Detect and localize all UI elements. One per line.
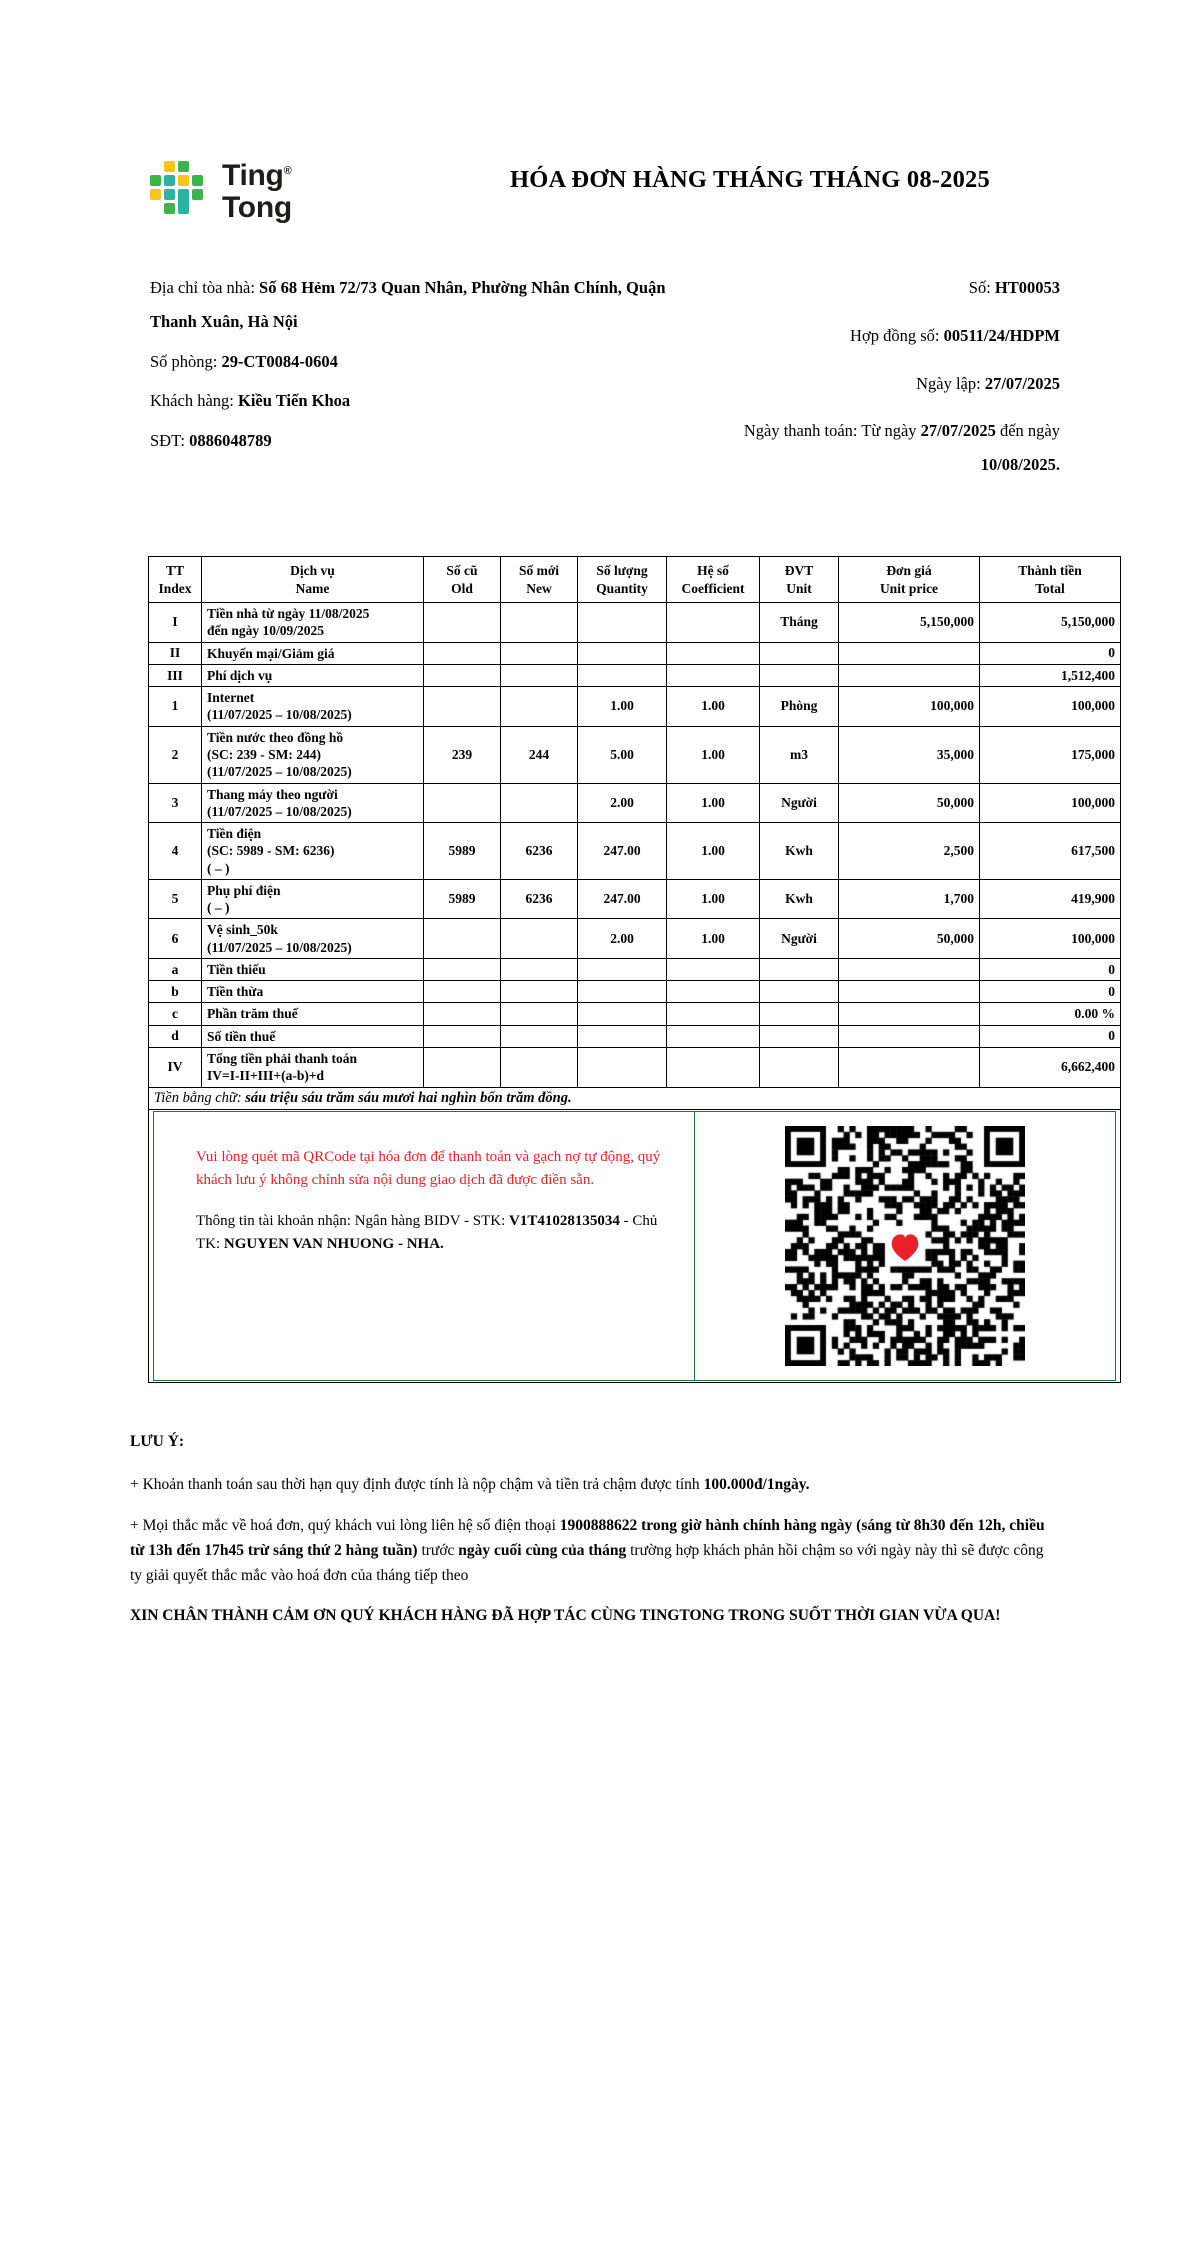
row-name-line1: Tiền nước theo đồng hồ: [207, 729, 344, 745]
row-name-line2: (SC: 239 - SM: 244): [207, 747, 321, 763]
row-name: [202, 1025, 424, 1047]
note-late-payment-fee: 100.000đ/1ngày.: [703, 1475, 810, 1493]
meta-issue-date-value: 27/07/2025: [984, 373, 1060, 393]
row-coefficient: [667, 642, 760, 664]
row-index: b: [149, 981, 202, 1003]
th-name-l1: Dịch vụ: [290, 563, 335, 579]
brand-name-line1: Ting: [222, 159, 284, 192]
row-unit-price: 2,500: [839, 823, 980, 880]
brand-name: [222, 160, 292, 223]
amount-in-words-value: sáu triệu sáu trăm sáu mươi hai nghìn bốn trăm đồng.: [245, 1089, 572, 1106]
row-name: [202, 687, 424, 727]
meta-invoice-number: [670, 271, 1060, 305]
row-name: [202, 919, 424, 959]
note-support-c: trước: [417, 1541, 459, 1559]
row-name-line1: Thang máy theo người: [207, 786, 338, 802]
row-unit-price: 100,000: [839, 687, 980, 727]
table-row: [149, 603, 1121, 643]
row-name: [202, 1003, 424, 1025]
row-coefficient: [667, 1003, 760, 1025]
th-quantity-l2: Quantity: [596, 580, 648, 596]
payment-panel: [149, 1109, 1121, 1382]
table-row: [149, 958, 1121, 980]
row-unit-price: [839, 642, 980, 664]
row-quantity: 247.00: [578, 879, 667, 919]
row-index: III: [149, 664, 202, 686]
row-name-line1: Phụ phí điện: [207, 882, 281, 898]
row-name-line1: Tiền thiếu: [207, 961, 266, 977]
table-row: [149, 1048, 1121, 1088]
row-name: [202, 879, 424, 919]
tingtong-logo-icon: [150, 161, 212, 223]
row-name-line3: (11/07/2025 – 10/08/2025): [207, 764, 352, 780]
row-unit-price: 1,700: [839, 879, 980, 919]
row-name-line2: đến ngày 10/09/2025: [207, 623, 325, 639]
row-old: [424, 642, 501, 664]
row-new: [501, 783, 578, 823]
row-coefficient: [667, 981, 760, 1003]
document-header: [0, 0, 1200, 223]
row-name-line2: (11/07/2025 – 10/08/2025): [207, 803, 352, 819]
row-coefficient: [667, 1025, 760, 1047]
row-coefficient: [667, 1048, 760, 1088]
row-unit: m3: [760, 726, 839, 783]
row-quantity: [578, 1025, 667, 1047]
invoice-meta-left: [150, 271, 670, 496]
row-coefficient: [667, 664, 760, 686]
table-row: [149, 664, 1121, 686]
row-new: 6236: [501, 823, 578, 880]
th-coefficient-l1: Hệ số: [697, 563, 729, 579]
row-index: IV: [149, 1048, 202, 1088]
row-unit-price: 5,150,000: [839, 603, 980, 643]
row-total: 5,150,000: [980, 603, 1121, 643]
qr-panel: [694, 1112, 1115, 1380]
row-unit-price: [839, 981, 980, 1003]
row-name-line3: ( – ): [207, 860, 230, 876]
row-name-line1: Tổng tiền phải thanh toán: [207, 1051, 358, 1066]
meta-issue-date: [670, 367, 1060, 401]
row-coefficient: 1.00: [667, 919, 760, 959]
meta-customer-value: Kiều Tiến Khoa: [237, 391, 351, 411]
row-old: [424, 958, 501, 980]
row-name: [202, 823, 424, 880]
row-new: 6236: [501, 879, 578, 919]
row-unit: Kwh: [760, 823, 839, 880]
row-total: 100,000: [980, 919, 1121, 959]
row-unit-price: [839, 958, 980, 980]
row-unit: [760, 981, 839, 1003]
row-total: 0.00 %: [980, 1003, 1121, 1025]
row-total: 617,500: [980, 823, 1121, 880]
row-new: [501, 642, 578, 664]
row-unit: Phòng: [760, 687, 839, 727]
row-new: [501, 958, 578, 980]
row-coefficient: 1.00: [667, 879, 760, 919]
qr-code-icon[interactable]: [785, 1126, 1025, 1366]
row-unit-price: [839, 1048, 980, 1088]
row-name-line1: Internet: [207, 690, 255, 706]
row-unit: [760, 664, 839, 686]
payment-info: [154, 1112, 694, 1380]
th-old-l2: Old: [451, 580, 473, 596]
row-total: 1,512,400: [980, 664, 1121, 686]
row-index: 3: [149, 783, 202, 823]
row-name-line1: Phí dịch vụ: [207, 667, 273, 683]
row-unit: [760, 1003, 839, 1025]
th-quantity-l1: Số lượng: [596, 563, 648, 579]
row-old: [424, 1003, 501, 1025]
row-quantity: [578, 958, 667, 980]
invoice-table-wrap: [0, 496, 1200, 1382]
footer-notes: [0, 1383, 1200, 1628]
meta-customer-label: Khách hàng:: [150, 391, 234, 411]
note-support-hotline: 1900888622 trong giờ hành chính hàng ngày (sáng từ 8h30 đến 12h, chiều từ 13h đến 17h45 trừ sáng thứ 2 hàng tuần): [130, 1516, 1045, 1559]
row-new: [501, 1025, 578, 1047]
heart-icon: [885, 1226, 925, 1266]
row-old: [424, 783, 501, 823]
row-quantity: 2.00: [578, 783, 667, 823]
table-row: [149, 1003, 1121, 1025]
table-row: [149, 823, 1121, 880]
th-index-l2: Index: [158, 580, 192, 596]
bank-account-owner: NGUYEN VAN NHUONG - NHA.: [223, 1236, 444, 1253]
row-name: [202, 603, 424, 643]
invoice-table: [148, 556, 1121, 1382]
row-quantity: 2.00: [578, 919, 667, 959]
invoice-meta: [0, 223, 1200, 496]
row-unit-price: [839, 1025, 980, 1047]
table-row: [149, 1025, 1121, 1047]
meta-building-address: [150, 271, 670, 339]
row-old: [424, 919, 501, 959]
row-index: 6: [149, 919, 202, 959]
bank-account-prefix: Thông tin tài khoản nhận: Ngân hàng BIDV - STK:: [196, 1213, 510, 1230]
row-new: [501, 687, 578, 727]
meta-invoice-number-label: Số:: [968, 278, 991, 297]
meta-room-number-value: 29-CT0084-0604: [221, 351, 338, 371]
row-unit: Người: [760, 783, 839, 823]
th-new-l1: Số mới: [518, 563, 560, 579]
th-name-l2: Name: [295, 580, 330, 596]
page-title: HÓA ĐƠN HÀNG THÁNG THÁNG 08-2025: [510, 166, 990, 193]
row-unit-price: [839, 1003, 980, 1025]
row-new: [501, 919, 578, 959]
th-quantity: [578, 557, 667, 603]
row-index: d: [149, 1025, 202, 1047]
th-total-l1: Thành tiền: [1018, 563, 1082, 579]
row-index: 5: [149, 879, 202, 919]
row-quantity: [578, 981, 667, 1003]
meta-invoice-number-value: HT00053: [994, 278, 1060, 297]
row-old: [424, 664, 501, 686]
row-new: [501, 664, 578, 686]
th-unit-price-l2: Unit price: [879, 580, 939, 596]
row-unit: Người: [760, 919, 839, 959]
meta-phone-value: 0886048789: [189, 431, 272, 451]
row-name-line2: (11/07/2025 – 10/08/2025): [207, 707, 352, 723]
row-new: 244: [501, 726, 578, 783]
row-name-line1: Khuyến mại/Giảm giá: [207, 645, 335, 661]
row-coefficient: 1.00: [667, 687, 760, 727]
row-quantity: [578, 642, 667, 664]
bank-account-info: [196, 1210, 674, 1257]
invoice-meta-right: [670, 271, 1060, 496]
registered-mark: ®: [283, 165, 292, 177]
row-coefficient: 1.00: [667, 823, 760, 880]
row-coefficient: 1.00: [667, 726, 760, 783]
row-name-line1: Số tiền thuế: [207, 1028, 276, 1044]
row-old: [424, 1025, 501, 1047]
table-row: [149, 726, 1121, 783]
th-index-l1: TT: [165, 563, 184, 579]
row-name: [202, 726, 424, 783]
row-name: [202, 958, 424, 980]
row-unit: Kwh: [760, 879, 839, 919]
row-unit-price: 35,000: [839, 726, 980, 783]
row-name-line1: Phần trăm thuế: [207, 1006, 298, 1022]
row-quantity: [578, 664, 667, 686]
note-support: [130, 1513, 1050, 1588]
row-old: 239: [424, 726, 501, 783]
th-coefficient: [667, 557, 760, 603]
meta-customer: [150, 384, 670, 418]
row-name-line1: Tiền điện: [207, 826, 262, 842]
row-total: 6,662,400: [980, 1048, 1121, 1088]
row-total: 419,900: [980, 879, 1121, 919]
meta-phone: [150, 424, 670, 458]
table-row: [149, 879, 1121, 919]
row-name-line1: Vệ sinh_50k: [207, 922, 278, 938]
th-name: [202, 557, 424, 603]
th-unit-price-l1: Đơn giá: [886, 563, 932, 579]
row-new: [501, 603, 578, 643]
table-row: [149, 919, 1121, 959]
row-name-line1: Tiền nhà từ ngày 11/08/2025: [207, 606, 370, 622]
row-index: 2: [149, 726, 202, 783]
th-coefficient-l2: Coefficient: [681, 580, 745, 596]
note-support-deadline: ngày cuối cùng của tháng: [458, 1541, 627, 1559]
thank-you-message: XIN CHÂN THÀNH CẢM ƠN QUÝ KHÁCH HÀNG ĐÃ HỢP TÁC CÙNG TINGTONG TRONG SUỐT THỜI GIAN VỪA QUA!: [130, 1607, 1001, 1625]
meta-room-number: [150, 345, 670, 379]
row-name-line1: Tiền thừa: [207, 984, 264, 1000]
th-unit-l2: Unit: [786, 580, 812, 596]
note-support-e: trường hợp khách phản hồi chậm so với ngày này thì sẽ được công ty giải quyết thắc mắc vào hoá đơn của tháng tiếp theo: [130, 1541, 1044, 1584]
row-name-line2: (SC: 5989 - SM: 6236): [207, 843, 335, 859]
row-name: [202, 981, 424, 1003]
note-late-payment-text: + Khoản thanh toán sau thời hạn quy định được tính là nộp chậm và tiền trả chậm được tính: [130, 1475, 704, 1493]
row-unit: [760, 642, 839, 664]
meta-payment-period-label: Ngày thanh toán:: [743, 421, 858, 441]
row-quantity: [578, 603, 667, 643]
meta-contract-number-label: Hợp đồng số:: [850, 325, 940, 345]
invoice-table-body: [149, 603, 1121, 1382]
row-name: [202, 642, 424, 664]
row-quantity: 1.00: [578, 687, 667, 727]
amount-in-words-label: Tiền bằng chữ:: [154, 1089, 242, 1106]
row-index: I: [149, 603, 202, 643]
row-new: [501, 1003, 578, 1025]
table-row: [149, 981, 1121, 1003]
note-support-a: + Mọi thắc mắc về hoá đơn, quý khách vui lòng liên hệ số điện thoại: [130, 1516, 560, 1534]
payment-panel-row: [149, 1109, 1121, 1382]
th-old: [424, 557, 501, 603]
row-old: 5989: [424, 823, 501, 880]
meta-building-address-value: Số 68 Hẻm 72/73 Quan Nhân, Phường Nhân Chính, Quận Thanh Xuân, Hà Nội: [150, 278, 666, 331]
meta-contract-number: [670, 319, 1060, 353]
bank-account-number: V1T41028135034: [509, 1213, 620, 1230]
th-new-l2: New: [526, 580, 552, 596]
row-index: II: [149, 642, 202, 664]
row-quantity: [578, 1003, 667, 1025]
row-coefficient: [667, 603, 760, 643]
bank-account-mid: - Chủ TK:: [196, 1213, 658, 1253]
meta-room-number-label: Số phòng:: [150, 351, 218, 371]
meta-phone-label: SĐT:: [150, 431, 185, 451]
table-row: [149, 783, 1121, 823]
brand-logo: [150, 140, 380, 223]
row-old: [424, 687, 501, 727]
th-old-l1: Số cũ: [446, 563, 478, 579]
th-total: [980, 557, 1121, 603]
row-unit-price: [839, 664, 980, 686]
row-name: [202, 783, 424, 823]
meta-payment-period-value: Từ ngày 27/07/2025 đến ngày 10/08/2025.: [861, 421, 1060, 475]
row-index: c: [149, 1003, 202, 1025]
row-total: 0: [980, 958, 1121, 980]
row-total: 0: [980, 981, 1121, 1003]
meta-payment-period: [670, 414, 1060, 482]
row-unit-price: 50,000: [839, 783, 980, 823]
row-name-line2: IV=I-II+III+(a-b)+d: [207, 1068, 325, 1084]
row-unit-price: 50,000: [839, 919, 980, 959]
row-total: 100,000: [980, 687, 1121, 727]
row-old: 5989: [424, 879, 501, 919]
th-unit: [760, 557, 839, 603]
invoice-table-head: [149, 557, 1121, 603]
qr-instruction-note: Vui lòng quét mã QRCode tại hóa đơn để thanh toán và gạch nợ tự động, quý khách lưu ý không chỉnh sửa nội dung giao dịch đã được điền sẵn.: [196, 1148, 661, 1188]
meta-issue-date-label: Ngày lập:: [916, 373, 981, 393]
row-name-line2: ( – ): [207, 900, 230, 916]
row-quantity: 247.00: [578, 823, 667, 880]
row-old: [424, 981, 501, 1003]
row-name: [202, 664, 424, 686]
note-late-payment: [130, 1472, 1050, 1497]
brand-name-line2: Tong: [222, 190, 292, 224]
row-total: 175,000: [980, 726, 1121, 783]
row-unit: [760, 1025, 839, 1047]
row-index: 1: [149, 687, 202, 727]
table-row: [149, 642, 1121, 664]
th-unit-price: [839, 557, 980, 603]
row-name-line2: (11/07/2025 – 10/08/2025): [207, 939, 352, 955]
row-total: 0: [980, 1025, 1121, 1047]
row-index: a: [149, 958, 202, 980]
table-row: [149, 687, 1121, 727]
row-total: 100,000: [980, 783, 1121, 823]
row-coefficient: 1.00: [667, 783, 760, 823]
row-total: 0: [980, 642, 1121, 664]
row-quantity: [578, 1048, 667, 1088]
th-index: [149, 557, 202, 603]
th-unit-l1: ĐVT: [784, 563, 814, 579]
row-coefficient: [667, 958, 760, 980]
row-old: [424, 603, 501, 643]
row-unit: [760, 1048, 839, 1088]
table-header-row: [149, 557, 1121, 603]
amount-in-words-row: [149, 1087, 1121, 1109]
row-unit: [760, 958, 839, 980]
row-old: [424, 1048, 501, 1088]
meta-building-address-label: Địa chỉ tòa nhà:: [150, 278, 255, 297]
payment-panel-inner: [154, 1112, 1115, 1380]
th-total-l2: Total: [1035, 580, 1065, 596]
row-unit: Tháng: [760, 603, 839, 643]
row-quantity: 5.00: [578, 726, 667, 783]
row-new: [501, 1048, 578, 1088]
notes-title: LƯU Ý:: [130, 1432, 185, 1450]
row-name: [202, 1048, 424, 1088]
row-new: [501, 981, 578, 1003]
amount-in-words: [149, 1087, 1121, 1109]
th-new: [501, 557, 578, 603]
meta-contract-number-value: 00511/24/HDPM: [943, 325, 1060, 345]
row-index: 4: [149, 823, 202, 880]
